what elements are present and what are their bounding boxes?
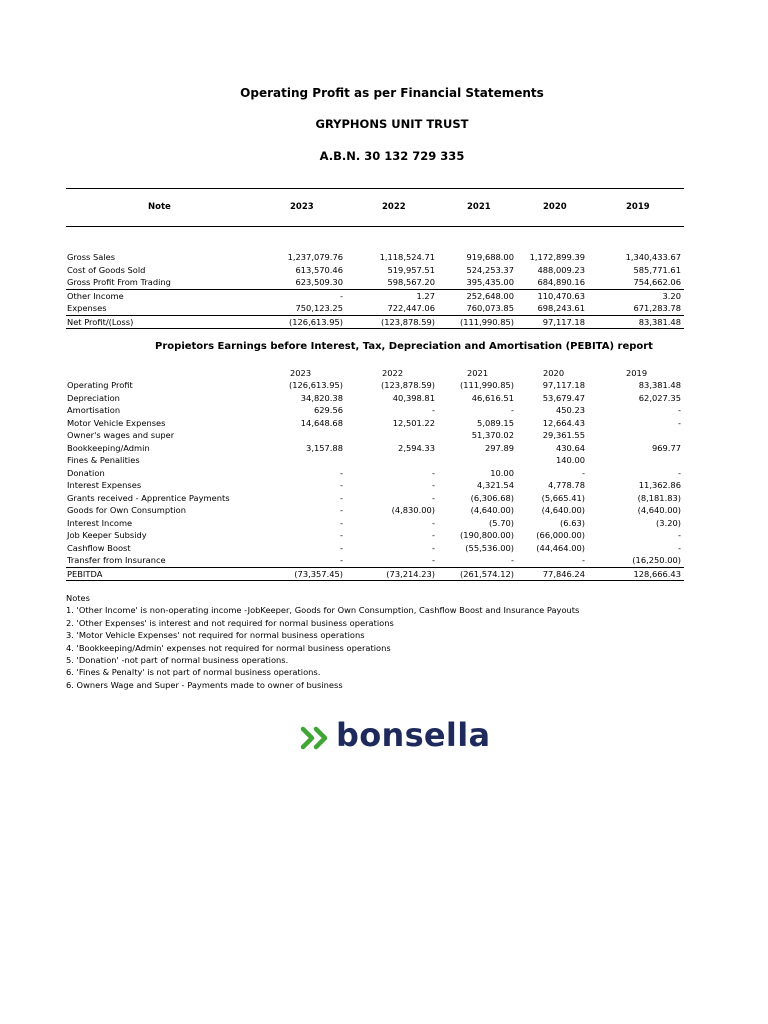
cell-value: -	[340, 517, 343, 528]
table-row	[66, 504, 684, 517]
table-row	[66, 517, 684, 530]
row-label: Goods for Own Consumption	[67, 505, 187, 515]
row-label: Owner's wages and super	[67, 430, 175, 440]
table1-header-rule	[66, 226, 684, 227]
cell-value: 919,688.00	[466, 252, 514, 262]
cell-value: 430.64	[555, 442, 585, 453]
cell-value: -	[340, 492, 343, 503]
year-header-2022: 2022	[382, 202, 406, 212]
table-row	[66, 442, 684, 455]
row-label: Interest Income	[67, 517, 133, 528]
year-header-2019: 2019	[626, 202, 650, 212]
cell-value: -	[432, 555, 435, 565]
cell-value: -	[582, 555, 585, 565]
table-row	[66, 529, 684, 542]
note-item: 1. 'Other Income' is non-operating income -JobKeeper, Goods for Own Consumption, Cashflow Boost and Insurance Payouts	[66, 605, 580, 616]
note-item: 3. 'Motor Vehicle Expenses' not required for normal business operations	[66, 630, 365, 641]
notes-section	[66, 592, 579, 691]
cell-value: 12,501.22	[392, 417, 435, 428]
table-row	[66, 417, 684, 430]
cell-value: 623,509.30	[295, 277, 343, 287]
cell-value: (126,613.95)	[289, 316, 343, 327]
logo-wordmark: bonsella	[336, 716, 491, 754]
chevron-icon	[300, 726, 332, 750]
cell-value: -	[340, 467, 343, 478]
cell-value: 97,117.18	[542, 380, 585, 390]
abn-number: A.B.N. 30 132 729 335	[319, 149, 465, 163]
cell-value: -	[511, 405, 514, 415]
row-label: Transfer from Insurance	[67, 555, 166, 565]
entity-name: GRYPHONS UNIT TRUST	[315, 117, 469, 131]
row-label: Gross Sales	[67, 252, 116, 262]
table-row-total	[66, 567, 684, 582]
cell-value: (4,640.00)	[541, 505, 585, 515]
cell-value: 12,664.43	[542, 417, 585, 428]
row-label: Amortisation	[67, 405, 121, 415]
cell-value: (3.20)	[656, 517, 681, 528]
cell-value: (55,536.00)	[465, 542, 514, 553]
cell-value: 524,253.37	[466, 264, 514, 275]
row-label: Other Income	[67, 290, 124, 301]
year-header-2020: 2020	[543, 202, 567, 212]
cell-value: -	[678, 405, 681, 415]
pebita-title: Propietors Earnings before Interest, Tax, Depreciation and Amortisation (PEBITA) report	[155, 341, 653, 352]
cell-value: (16,250.00)	[632, 555, 681, 565]
table-row	[66, 276, 684, 289]
cell-value: 671,283.78	[633, 303, 681, 313]
notes-heading: Notes	[66, 593, 90, 603]
cell-value: 969.77	[651, 442, 681, 453]
table1-header-row	[66, 202, 684, 214]
cell-value: 1,237,079.76	[287, 252, 343, 262]
row-label: Cashflow Boost	[67, 542, 131, 553]
cell-value: 1,118,524.71	[379, 252, 435, 262]
cell-value: 51,370.02	[471, 430, 514, 440]
cell-value: (73,214.23)	[386, 568, 435, 579]
cell-value: -	[432, 480, 435, 490]
profit-table	[66, 251, 684, 329]
cell-value: 4,778.78	[548, 480, 585, 490]
cell-value: -	[340, 505, 343, 515]
cell-value: (8,181.83)	[637, 492, 681, 503]
cell-value: 128,666.43	[633, 568, 681, 579]
table-row	[66, 379, 684, 392]
table-row	[66, 479, 684, 492]
table-row	[66, 467, 684, 480]
cell-value: 488,009.23	[537, 264, 585, 275]
row-label: Fines & Penalities	[67, 455, 140, 465]
cell-value: 4,321.54	[477, 480, 514, 490]
cell-value: 698,243.61	[537, 303, 585, 313]
table-row-total	[66, 315, 684, 330]
row-label: Operating Profit	[67, 380, 133, 390]
note-item: 6. 'Fines & Penalty' is not part of normal business operations.	[66, 667, 321, 678]
year-header-2022: 2022	[382, 368, 404, 378]
cell-value: 10.00	[490, 467, 514, 478]
cell-value: 395,435.00	[466, 277, 514, 287]
cell-value: (111,990.85)	[460, 380, 514, 390]
table-row	[66, 404, 684, 417]
cell-value: 34,820.38	[300, 392, 343, 403]
row-label: Interest Expenses	[67, 480, 142, 490]
table-row	[66, 429, 684, 442]
table-row	[66, 251, 684, 264]
cell-value: (111,990.85)	[460, 316, 514, 327]
cell-value: (5.70)	[489, 517, 514, 528]
cell-value: (261,574.12)	[460, 568, 514, 579]
cell-value: 14,648.68	[300, 417, 343, 428]
year-header-2020: 2020	[543, 368, 565, 378]
table1-top-rule	[66, 188, 684, 189]
cell-value: 3,157.88	[306, 442, 343, 453]
year-header-2023: 2023	[290, 202, 314, 212]
cell-value: -	[340, 555, 343, 565]
row-label: Donation	[67, 467, 105, 478]
cell-value: -	[432, 492, 435, 503]
cell-value: -	[678, 530, 681, 540]
table-row	[66, 542, 684, 555]
cell-value: -	[340, 530, 343, 540]
cell-value: (126,613.95)	[289, 380, 343, 390]
note-item: 5. 'Donation' -not part of normal business operations.	[66, 655, 289, 666]
year-header-2019: 2019	[626, 368, 648, 378]
cell-value: 83,381.48	[638, 380, 681, 390]
cell-value: (73,357.45)	[294, 568, 343, 579]
row-label: Expenses	[67, 303, 107, 313]
row-label: Job Keeper Subsidy	[67, 530, 147, 540]
cell-value: 760,073.85	[466, 303, 514, 313]
cell-value: 110,470.63	[537, 290, 585, 301]
cell-value: 684,890.16	[537, 277, 585, 287]
cell-value: (5,665.41)	[541, 492, 585, 503]
cell-value: (190,800.00)	[460, 530, 514, 540]
cell-value: 598,567.20	[387, 277, 435, 287]
cell-value: 53,679.47	[542, 392, 585, 403]
table-row	[66, 392, 684, 405]
note-item: 4. 'Bookkeeping/Admin' expenses not required for normal business operations	[66, 642, 391, 653]
cell-value: 754,662.06	[633, 277, 681, 287]
cell-value: -	[340, 290, 343, 301]
cell-value: 46,616.51	[471, 392, 514, 403]
cell-value: 77,846.24	[542, 568, 585, 579]
cell-value: 1,340,433.67	[625, 252, 681, 262]
note-item: 2. 'Other Expenses' is interest and not required for normal business operations	[66, 617, 394, 628]
note-item: 6. Owners Wage and Super - Payments made to owner of business	[66, 679, 343, 690]
row-label: Cost of Goods Sold	[67, 264, 146, 275]
bonsella-logo	[300, 716, 500, 760]
cell-value: 62,027.35	[638, 392, 681, 403]
table-row	[66, 554, 684, 567]
cell-value: -	[432, 405, 435, 415]
cell-value: 97,117.18	[542, 316, 585, 327]
cell-value: -	[511, 555, 514, 565]
cell-value: 722,447.06	[387, 303, 435, 313]
cell-value: (4,640.00)	[637, 505, 681, 515]
cell-value: 450.23	[555, 405, 585, 415]
cell-value: -	[678, 467, 681, 478]
cell-value: 1,172,899.39	[529, 252, 585, 262]
cell-value: (6.63)	[560, 517, 585, 528]
cell-value: (4,640.00)	[470, 505, 514, 515]
cell-value: (6,306.68)	[470, 492, 514, 503]
cell-value: (44,464.00)	[536, 542, 585, 553]
cell-value: 585,771.61	[633, 264, 681, 275]
cell-value: 252,648.00	[466, 290, 514, 301]
row-label: PEBITDA	[67, 568, 103, 579]
table-row	[66, 289, 684, 303]
table-row	[66, 454, 684, 467]
cell-value: -	[582, 467, 585, 478]
cell-value: (66,000.00)	[536, 530, 585, 540]
cell-value: 140.00	[555, 455, 585, 465]
cell-value: 29,361.55	[542, 430, 585, 440]
cell-value: -	[340, 542, 343, 553]
report-title: Operating Profit as per Financial Statements	[240, 86, 544, 100]
cell-value: 83,381.48	[638, 316, 681, 327]
row-label: Net Profit/(Loss)	[67, 316, 134, 327]
row-label: Motor Vehicle Expenses	[67, 417, 166, 428]
table-row	[66, 492, 684, 505]
row-label: Depreciation	[67, 392, 120, 403]
cell-value: 519,957.51	[387, 264, 435, 275]
cell-value: -	[432, 530, 435, 540]
year-header-2023: 2023	[290, 368, 312, 378]
cell-value: 5,089.15	[477, 417, 514, 428]
cell-value: 613,570.46	[295, 264, 343, 275]
pebita-table	[66, 379, 684, 581]
cell-value: -	[678, 417, 681, 428]
cell-value: -	[432, 542, 435, 553]
cell-value: 11,362.86	[638, 480, 681, 490]
cell-value: (4,830.00)	[391, 505, 435, 515]
row-label: Bookkeeping/Admin	[67, 442, 150, 453]
cell-value: -	[432, 517, 435, 528]
cell-value: 297.89	[484, 442, 514, 453]
table-row	[66, 264, 684, 277]
year-header-2021: 2021	[467, 368, 489, 378]
table-row	[66, 302, 684, 315]
row-label: Gross Profit From Trading	[67, 277, 171, 287]
cell-value: -	[678, 542, 681, 553]
cell-value: (123,878.59)	[381, 316, 435, 327]
cell-value: 3.20	[662, 290, 681, 301]
note-column-header: Note	[148, 202, 171, 212]
cell-value: (123,878.59)	[381, 380, 435, 390]
cell-value: -	[340, 480, 343, 490]
cell-value: 40,398.81	[392, 392, 435, 403]
cell-value: -	[432, 467, 435, 478]
cell-value: 629.56	[313, 405, 343, 415]
row-label: Grants received - Apprentice Payments	[67, 492, 230, 503]
cell-value: 2,594.33	[398, 442, 435, 453]
cell-value: 750,123.25	[295, 303, 343, 313]
cell-value: 1.27	[416, 290, 435, 301]
year-header-2021: 2021	[467, 202, 491, 212]
